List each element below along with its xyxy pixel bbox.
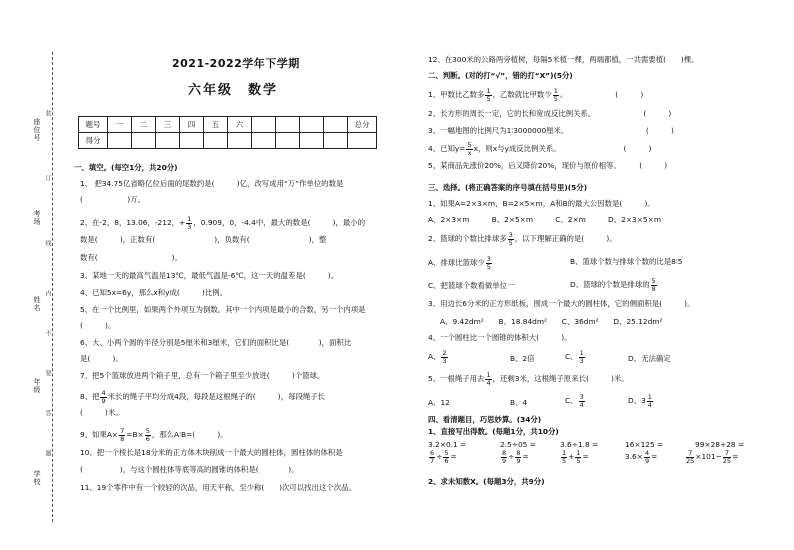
fraction-numerator: 1 [187, 215, 192, 223]
fraction-denominator: 5 [486, 262, 491, 271]
fraction-denominator: 5 [562, 456, 567, 465]
score-cell: 四 [180, 117, 204, 133]
choice-options: A、9.42dm² B、18.84dm² C、36dm² D、25.12dm² [440, 317, 663, 326]
binding-hint: 订 [44, 175, 51, 181]
question-text-part: 1、甲数比乙数多 [428, 90, 485, 99]
score-input[interactable] [156, 133, 180, 149]
question-text [428, 232, 617, 246]
fraction-denominator: 5 [576, 456, 581, 465]
section-heading: 二、判断。(对的打“√”，错的打“X”)(5分) [428, 71, 573, 80]
seat-number-label: 座位号 [33, 118, 41, 142]
fraction-numerator: 4 [644, 449, 650, 457]
score-input[interactable] [204, 133, 228, 149]
question-text-part: 。 ( ) [559, 90, 644, 99]
fraction [485, 372, 491, 386]
binding-hint: 线 [44, 240, 51, 246]
fraction-numerator: 3 [486, 255, 491, 263]
fraction-numerator: 7 [120, 427, 125, 435]
question-text-part: x，则x与y成反比例关系。 ( ) [473, 144, 652, 153]
question-text: 7、把5个篮球放进两个箱子里，总有一个箱子里至少放进( )个篮球。 [80, 371, 325, 380]
score-cell: 总分 [348, 117, 377, 133]
calc-item [500, 450, 529, 464]
question-text-part: A、排球比篮球少 [428, 258, 485, 267]
operator: + [568, 452, 575, 461]
question-text-part: D、篮球的个数是排球的 [570, 280, 650, 289]
fraction-denominator: 8 [120, 434, 125, 443]
fraction [501, 450, 507, 464]
calc-item: 16×125 = [625, 440, 664, 449]
score-cell: 得分 [79, 133, 108, 149]
fraction-denominator: 4 [647, 400, 652, 409]
name-label: 姓名 [33, 296, 41, 312]
fraction [686, 450, 694, 464]
question-text-part: 4、已知y= [428, 144, 466, 153]
question-text: 3、某地一天的最高气温是13℃，最低气温是-6℃，这一天的温差是( )。 [80, 271, 339, 280]
binding-hint: 要 [44, 370, 51, 376]
question-text-part: 8、把 [80, 392, 100, 401]
operator: ÷ [436, 452, 443, 461]
fraction-denominator: 9 [516, 456, 521, 465]
fraction-numerator: 1 [553, 87, 558, 95]
score-cell: 一 [108, 117, 132, 133]
question-text: ( )，与这个圆柱体等底等高的圆锥的体积是( )。 [80, 465, 299, 474]
fraction-numerator: 5 [467, 141, 472, 149]
choice-option: B、2倍 [510, 354, 535, 363]
choice-option: B、篮球个数与排球个数的比是8∶5 [570, 257, 683, 266]
binding-hint: 内 [44, 290, 51, 296]
score-input[interactable] [300, 133, 324, 149]
score-cell [324, 117, 348, 133]
subsection-heading: 1、直接写出得数。(每题1分，共10分) [428, 427, 559, 436]
question-text-part: 2、在-2，8，13.06，-212，+ [80, 218, 186, 227]
fraction-numerator: 2 [442, 349, 447, 357]
fraction-denominator: 4 [579, 400, 584, 409]
fraction [515, 450, 521, 464]
grade-label: 年级 [33, 378, 41, 394]
fraction [486, 256, 492, 270]
score-cell: 五 [204, 117, 228, 133]
fraction-denominator: 9 [502, 456, 507, 465]
calc-item [428, 450, 457, 464]
section-heading: 一、填空。(每空1分，共20分) [74, 163, 178, 172]
fraction-numerator: 1 [579, 349, 584, 357]
question-text: 数是( )，正数有( )，负数有( )，整 [80, 235, 327, 244]
subsection-heading: 2、求未知数X。(每题3分，共9分) [428, 477, 545, 486]
fraction-denominator: 3 [442, 356, 447, 365]
fraction [508, 232, 514, 246]
score-table-header-row [79, 117, 377, 133]
fraction-denominator: 9 [101, 396, 106, 405]
question-text: ( )万。 [80, 195, 145, 204]
binding-hint: 装 [44, 110, 51, 116]
fraction-numerator: 1 [486, 87, 491, 95]
calc-item: 99×28+28 = [695, 440, 745, 449]
question-text: 3、一幅地图的比例尺为1∶3000000厘米。 ( ) [428, 126, 674, 135]
choice-option: B、4 [510, 398, 528, 407]
score-cell: 三 [156, 117, 180, 133]
choice-options: A、2×3×m B、2×5×m C、2×m D、2×3×5×m [428, 215, 662, 224]
score-input[interactable] [324, 133, 348, 149]
question-text: 3、用边长6分米的正方形纸板，围成一个最大的圆柱体，它的侧面积是( )。 [428, 299, 695, 308]
question-text-part: 米长的绳子平均分成4段，每段是这根绳子的( )，每段绳子长 [107, 392, 326, 401]
fraction-denominator: 4 [486, 378, 491, 387]
choice-option [628, 394, 654, 408]
choice-option: A、12 [428, 398, 450, 407]
fraction-numerator: 1 [562, 449, 567, 457]
binding-hint: 答 [44, 410, 51, 416]
calc-item: 2.5÷05 = [500, 440, 536, 449]
fraction-numerator: 4 [101, 389, 106, 397]
calc-item: 3.2×0.1 = [428, 440, 467, 449]
question-text [428, 88, 643, 102]
score-cell [300, 117, 324, 133]
fraction [429, 450, 435, 464]
question-text: 12、在300米的公路两旁植树，每隔5米植一棵，两端都植，一共需要植( )棵。 [428, 55, 699, 64]
score-table [78, 116, 377, 149]
fraction [579, 350, 585, 364]
fraction-numerator: 5 [444, 449, 449, 457]
fraction-numerator: 8 [516, 449, 521, 457]
calc-item [560, 450, 589, 464]
fraction-denominator: 6 [444, 456, 449, 465]
question-text-part: ，乙数就比甲数少 [492, 90, 552, 99]
fraction [561, 450, 567, 464]
score-cell: 二 [132, 117, 156, 133]
section-heading: 三、选择。(将正确答案的序号填在括号里)(5分) [428, 183, 588, 192]
score-cell [252, 117, 276, 133]
question-text: 10、把一个棱长是18分米的正方体木块削成一个最大的圆柱体，圆柱体的体积是 [80, 448, 343, 457]
fraction-denominator: 5 [553, 94, 558, 103]
year-title: 2021-2022学年下学期 [172, 57, 300, 70]
question-text [428, 372, 629, 386]
fraction [575, 450, 581, 464]
operator: = [732, 452, 739, 461]
fraction-denominator: 3 [187, 222, 192, 231]
fraction-denominator: 9 [644, 456, 650, 465]
choice-option [565, 350, 586, 364]
binding-hint: 不 [44, 330, 51, 336]
fraction [441, 350, 447, 364]
score-input[interactable] [180, 133, 204, 149]
fraction [644, 450, 650, 464]
score-input[interactable] [228, 133, 252, 149]
fraction-numerator: 1 [647, 393, 652, 401]
school-label: 学校 [33, 470, 41, 486]
choice-option [428, 350, 449, 364]
question-text-part: C、 [565, 396, 578, 405]
question-text-part: =B× [126, 430, 144, 439]
operator: = [582, 452, 589, 461]
question-text: 5、在一个比例里，如果两个外项互为倒数，其中一个内项是最小的合数，另一个内项是 [80, 305, 366, 314]
question-text [80, 390, 325, 404]
question-text: 11、19个零件中有一个较轻的次品，用天平称，至少称( )次可以找出这个次品。 [80, 483, 356, 492]
fraction-numerator: 8 [502, 449, 507, 457]
score-cell [276, 117, 300, 133]
fraction [723, 450, 731, 464]
fraction-numerator: 7 [723, 450, 731, 458]
fraction [651, 278, 657, 292]
choice-option [565, 394, 586, 408]
fraction [100, 390, 106, 404]
question-text-part: 9、如果A× [80, 430, 119, 439]
fraction [119, 428, 125, 442]
score-cell: 六 [228, 117, 252, 133]
subject-title: 六年级 数学 [188, 83, 279, 98]
question-text-part: 2、篮球的个数比排球多 [428, 234, 507, 243]
calc-item: 3.6÷1.8 = [560, 440, 599, 449]
score-input[interactable] [252, 133, 276, 149]
question-text-part: 5、一根绳子用去 [428, 374, 485, 383]
question-text-part: D、3 [628, 396, 646, 405]
question-text: 4、已知5x=6y，那么x和y成( )比例。 [80, 288, 228, 297]
operator: = [522, 452, 529, 461]
question-text: ( )。 [80, 321, 116, 330]
question-text: 5、某商品先涨价20%，后又降价20%，现价与原价相等。 ( ) [428, 161, 668, 170]
fraction-denominator: 8 [651, 284, 656, 293]
binding-hint: 题 [44, 450, 51, 456]
fraction-denominator: 25 [722, 456, 732, 465]
question-text-part: C、 [565, 352, 578, 361]
question-text: ( )米。 [80, 408, 123, 417]
fraction [145, 428, 151, 442]
section-heading: 四、看清题目，巧思妙算。(34分) [428, 415, 542, 424]
question-text-part: ，0.909，0，-4.4中，最大的数是( )，最小的 [193, 218, 366, 227]
question-text: 1、 把34.75亿省略亿位后面的尾数约是( )亿，改写成用“万”作单位的数是 [80, 179, 344, 188]
score-input[interactable] [276, 133, 300, 149]
right-page [400, 0, 794, 550]
fraction [553, 88, 559, 102]
choice-option: C、把篮球个数看做单位一 [428, 281, 515, 290]
question-text: 数有( )。 [80, 253, 182, 262]
question-text: 是( )。 [80, 354, 123, 363]
operator: = [651, 452, 658, 461]
fraction-numerator: 5 [145, 427, 150, 435]
choice-option [570, 278, 658, 292]
choice-option: D、无法确定 [628, 354, 671, 363]
question-text: 1、如果A=2×3×m，B=2×5×m，A和B的最大公因数是( )。 [428, 199, 655, 208]
fraction-numerator: 6 [430, 449, 435, 457]
score-table-score-row [79, 133, 377, 149]
fraction [466, 142, 472, 156]
question-text: 6、大、小两个圆的半径分别是5厘米和3厘米，它们的面积比是( )，面积比 [80, 338, 352, 347]
fraction-numerator: 3 [508, 231, 513, 239]
choice-option [428, 256, 493, 270]
operator: ×101− [695, 452, 722, 461]
question-text-part: ，还剩3米，这根绳子原来长( )米。 [492, 374, 629, 383]
fraction-denominator: 25 [686, 456, 695, 465]
question-text [80, 216, 365, 230]
question-text: 4、一个圆柱比一个圆锥的体积大( )。 [428, 333, 572, 342]
fraction-numerator: 5 [651, 277, 656, 285]
operator: ÷ [508, 452, 515, 461]
score-cell: 题号 [79, 117, 108, 133]
fraction [647, 394, 653, 408]
fraction [579, 394, 585, 408]
question-text-part: A、 [428, 352, 441, 361]
operator: = [450, 452, 457, 461]
exam-room-label: 考场 [33, 210, 41, 226]
question-text [428, 142, 651, 156]
fraction-numerator: 1 [576, 449, 581, 457]
calc-item [685, 450, 738, 464]
score-input[interactable] [132, 133, 156, 149]
fraction-denominator: 5 [508, 238, 513, 247]
fraction-denominator: 7 [430, 456, 435, 465]
question-text-part: ，那么A∶B=( )。 [151, 430, 228, 439]
calc-item [625, 450, 657, 464]
fraction-numerator: 1 [486, 371, 491, 379]
fraction-denominator: 6 [145, 434, 150, 443]
score-input[interactable] [108, 133, 132, 149]
fraction-numerator: 3 [579, 393, 584, 401]
fraction-denominator: x [467, 148, 472, 157]
fraction-numerator: 7 [686, 450, 694, 458]
operator: 3.6× [625, 452, 643, 461]
fraction-denominator: 3 [579, 356, 584, 365]
fraction [443, 450, 449, 464]
question-text-part: ，以下理解正确的是( )。 [514, 234, 617, 243]
fraction [485, 88, 491, 102]
question-text [80, 428, 228, 442]
fraction [186, 216, 192, 230]
fraction-denominator: 5 [486, 94, 491, 103]
score-input[interactable] [348, 133, 377, 149]
question-text: 2、长方形的周长一定，它的长和宽成反比例关系。 ( ) [428, 109, 672, 118]
